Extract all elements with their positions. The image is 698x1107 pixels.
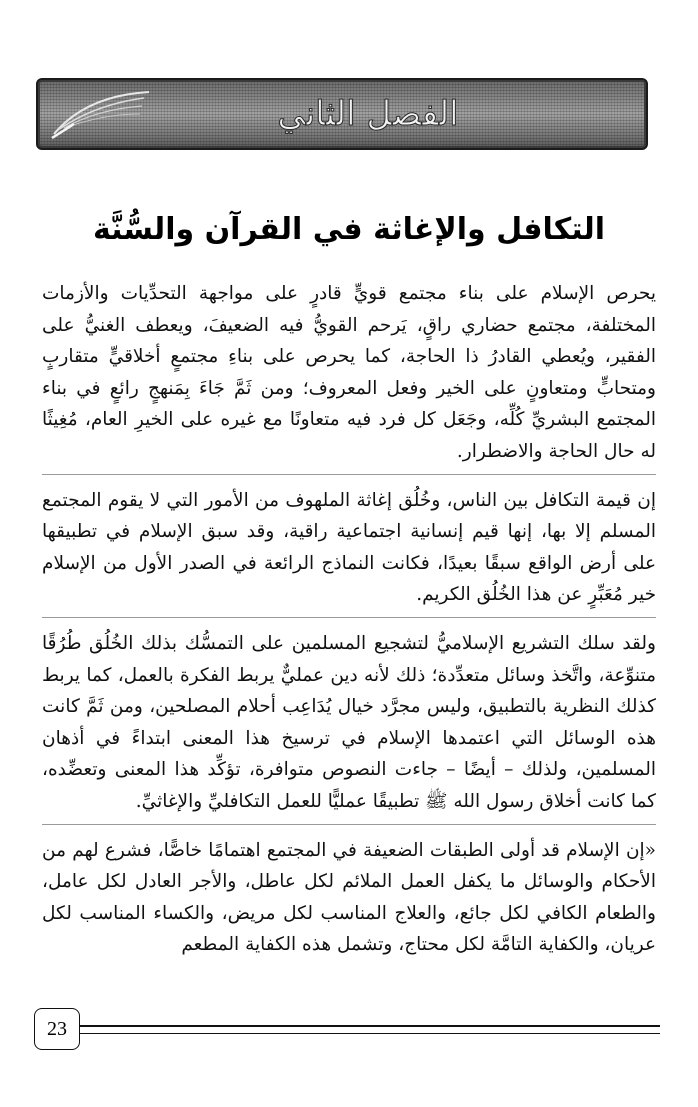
body-text [42, 278, 656, 961]
paragraph-3: ولقد سلك التشريع الإسلاميُّ لتشجيع المسلمين على التمسُّك بذلك الخُلُق طُرُقًا متنوِّعة، واتَّخذ وسائل متعدِّدة؛ ذلك لأنه دين عمليٌّ يربط الفكرة بالعمل، كما يربط كذلك النظرية بالتطبيق، وليس مجرَّد خيال يُدَاعِب أحلام المصلحين، ومن ثَمَّ كانت هذه الوسائل التي اعتمدها الإسلام في ترسيخ هذا المعنى ابتداءً في أذهان المسلمين، ولذلك – أيضًا – جاءت النصوص متوافرة، تؤكِّد هذا المعنى وتعضِّده، كما كانت أخلاق رسول الله ﷺ تطبيقًا عمليًّا للعمل التكافليِّ والإغاثيِّ. [42, 632, 656, 812]
paragraph-divider [42, 617, 656, 618]
paragraph-divider [42, 824, 656, 825]
feather-quill-icon [44, 84, 154, 144]
paragraph-4: «إن الإسلام قد أولى الطبقات الضعيفة في المجتمع اهتمامًا خاصًّا، فشرع لهم من الأحكام والوسائل ما يكفل العمل الملائم لكل عاطل، والأجر العادل لكل عامل، والطعام الكافي لكل جائع، والعلاج المناسب لكل مريض، والكساء المناسب لكل عريان، والكفاية التامَّة لكل محتاج، وتشمل هذه الكفاية المطعم [42, 839, 656, 956]
chapter-title: الفصل الثاني [277, 94, 459, 134]
footer-rule [80, 1025, 660, 1034]
page-number: 23 [34, 1008, 80, 1050]
paragraph-2: إن قيمة التكافل بين الناس، وخُلُق إغاثة الملهوف من الأمور التي لا يقوم المجتمع المسلم إلا بها، إنها قيم إنسانية اجتماعية راقية، وقد سبق الإسلام في تطبيقها على أرض الواقع سبقًا بعيدًا، فكانت النماذج الرائعة في الصدر الأول من الإسلام خير مُعَبِّرٍ عن هذا الخُلُق الكريم. [42, 489, 656, 606]
page-title: التكافل والإغاثة في القرآن والسُّنَّة [92, 212, 606, 247]
paragraph-divider [42, 474, 656, 475]
chapter-banner [36, 78, 648, 150]
paragraph-1: يحرص الإسلام على بناء مجتمع قويٍّ قادرٍ على مواجهة التحدِّيات والأزمات المختلفة، مجتمع حضاري راقٍ، يَرحم القويُّ فيه الضعيفَ، ويعطف الغنيُّ على الفقير، ويُعطي القادرُ ذا الحاجة، كما يحرص على بناءِ مجتمعٍ أخلاقيٍّ متقاربٍ ومتحابٍّ ومتعاونٍ على الخير وفعل المعروف؛ ومن ثَمَّ جَاءَ بِمَنهجٍ رائعٍ في بناء المجتمع البشريِّ كُلِّه، وجَعَل كل فرد فيه متعاونًا مع غيره على الخيرِ العام، مُغِيثًا له حال الحاجة والاضطرار. [42, 283, 656, 462]
